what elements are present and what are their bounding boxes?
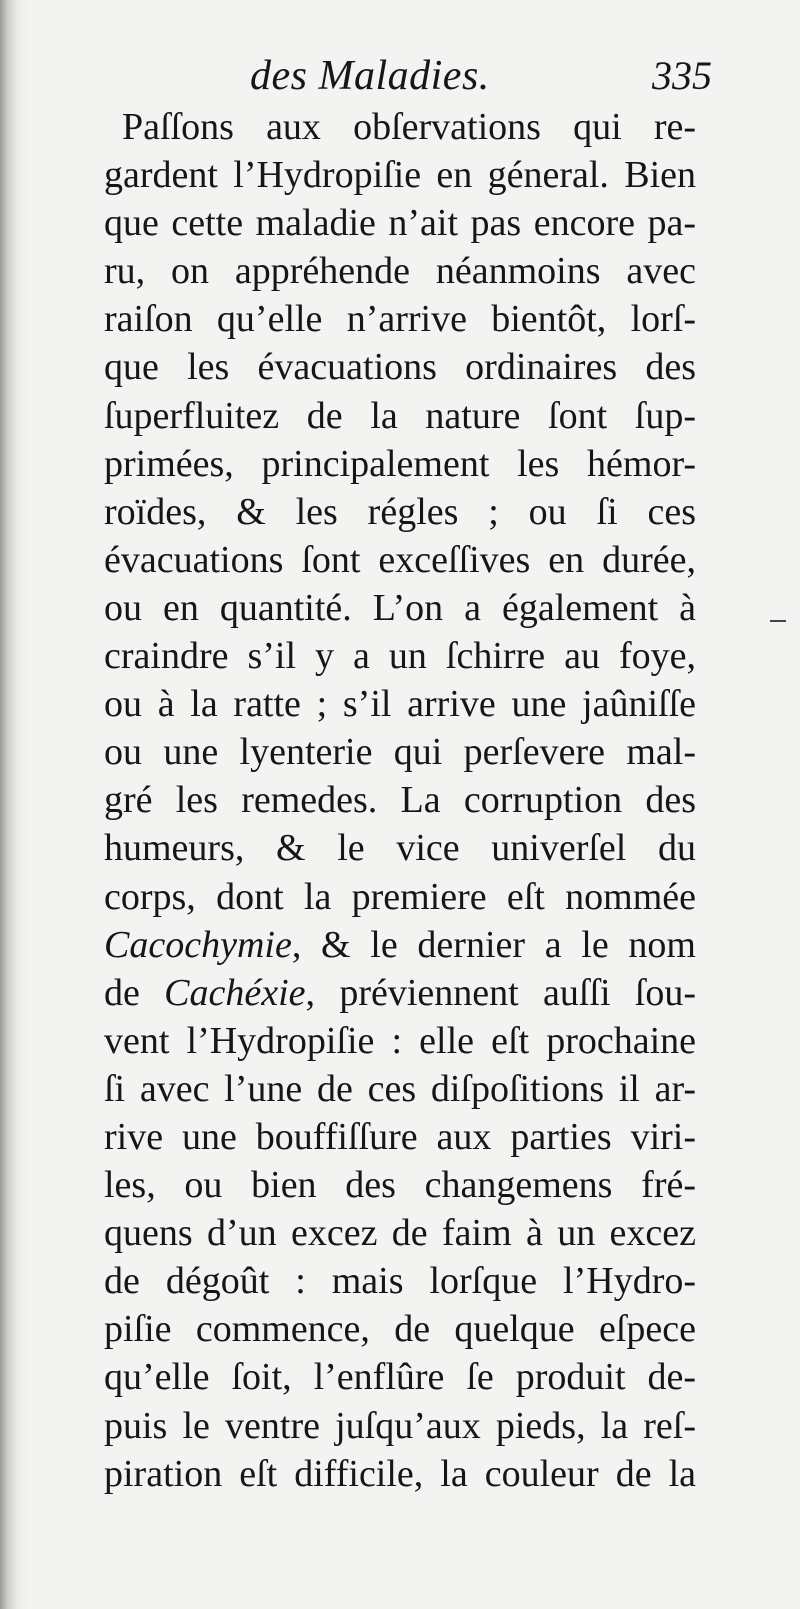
text-line: quens d’un excez de faim à un excez (104, 1212, 696, 1255)
page-number: 335 (652, 53, 712, 98)
text-line: piſie commence, de quelque eſpece (104, 1308, 696, 1351)
text-line: puis le ventre juſqu’aux pieds, la reſ- (104, 1404, 696, 1447)
body-text (104, 103, 696, 1498)
margin-mark (770, 620, 786, 622)
text-line: que cette maladie n’ait pas encore pa- (104, 202, 696, 245)
text-segment: , & le dernier a le nom (291, 923, 696, 966)
text-line: ru, on appréhende néanmoins avec (104, 250, 696, 293)
text-line-with-italic (104, 969, 696, 1017)
text-line: rive une bouffiſſure aux parties viri- (104, 1115, 696, 1158)
text-segment: de (104, 971, 165, 1014)
text-line: que les évacuations ordinaires des (104, 346, 696, 389)
text-line: les, ou bien des changemens fré- (104, 1164, 696, 1207)
text-line: ou à la ratte ; s’il arrive une jaûniſſe (104, 683, 696, 726)
text-line: qu’elle ſoit, l’enflûre ſe produit de- (104, 1356, 696, 1399)
text-line: corps, dont la premiere eſt nommée (104, 875, 696, 918)
text-line: piration eſt difficile, la couleur de la (104, 1452, 696, 1495)
text-line: gré les remedes. La corruption des (104, 779, 696, 822)
text-line: ſi avec l’une de ces diſpoſitions il ar- (104, 1067, 696, 1110)
text-line: raiſon qu’elle n’arrive bientôt, lorſ- (104, 298, 696, 341)
text-line: primées, principalement les hémor- (104, 442, 696, 485)
italic-term-cachexie: Cachéxie (164, 971, 306, 1014)
text-line: ou une lyenterie qui perſevere mal- (104, 731, 696, 774)
text-segment: , préviennent auſſi ſou- (305, 971, 696, 1014)
italic-term-cacochymie: Cacochymie (104, 923, 292, 966)
text-line: gardent l’Hydropiſie en géneral. Bien (104, 154, 696, 197)
text-line: de dégoût : mais lorſque l’Hydro- (104, 1260, 696, 1303)
page-header (0, 48, 800, 108)
text-line: ſuperfluitez de la nature ſont ſup- (104, 394, 696, 437)
text-line: vent l’Hydropiſie : elle eſt prochaine (104, 1019, 696, 1062)
text-line: craindre s’il y a un ſchirre au foye, (104, 635, 696, 678)
text-line: Paſſons aux obſervations qui re- (122, 106, 696, 148)
text-line: évacuations ſont exceſſives en durée, (104, 538, 696, 581)
text-line: roïdes, & les régles ; ou ſi ces (104, 490, 696, 533)
text-line: humeurs, & le vice univerſel du (104, 827, 696, 870)
page-gutter-shadow (0, 0, 28, 1609)
text-line: ou en quantité. L’on a également à (104, 586, 696, 629)
text-line-with-italic (104, 921, 696, 969)
running-title: des Maladies. (250, 53, 490, 99)
